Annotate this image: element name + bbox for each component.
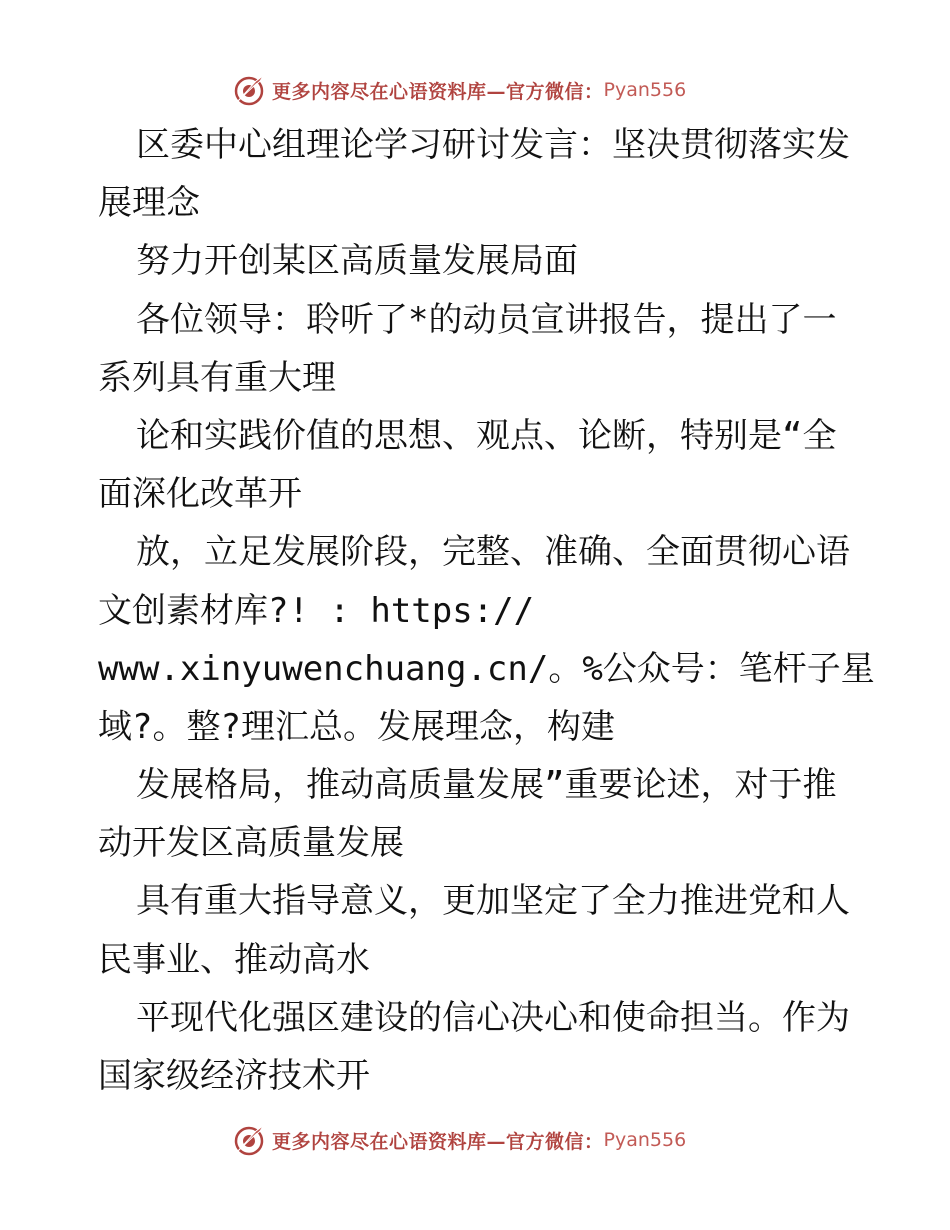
text-line: 面深化改革开	[98, 474, 302, 515]
text-line: 论和实践价值的思想、观点、论断，特别是“全	[136, 415, 837, 456]
text-line: 发展格局，推动高质量发展”重要论述，对于推	[136, 765, 837, 806]
header-banner-contact: Pyan556	[603, 79, 687, 101]
footer-banner-text: 更多内容尽在心语资料库—官方微信：	[272, 1130, 604, 1153]
text-line: 国家级经济技术开	[98, 1056, 370, 1096]
footer-banner-contact: Pyan556	[603, 1129, 687, 1151]
text-line: www.xinyuwenchuang.cn/。%公众号：笔杆子星	[98, 648, 875, 689]
red-feather-circle-logo-icon	[232, 1123, 266, 1157]
text-line: 具有重大指导意义，更加坚定了全力推进党和人	[136, 881, 850, 922]
text-line: 系列具有重大理	[98, 357, 336, 398]
footer-banner	[232, 1122, 732, 1158]
text-line: 平现代化强区建设的信心决心和使命担当。作为	[136, 997, 850, 1038]
text-line: 域?。整?理汇总。发展理念，构建	[98, 706, 615, 747]
text-line: 民事业、推动高水	[98, 939, 370, 980]
red-feather-circle-logo-icon	[232, 73, 266, 107]
text-line: 各位领导：聆听了*的动员宣讲报告，提出了一	[136, 299, 837, 340]
text-line: 文创素材库?! : https://	[98, 590, 535, 631]
header-banner-text: 更多内容尽在心语资料库—官方微信：	[272, 80, 604, 103]
text-line: 区委中心组理论学习研讨发言：坚决贯彻落实发	[136, 125, 850, 165]
text-line: 展理念	[98, 183, 200, 224]
text-line: 努力开创某区高质量发展局面	[136, 241, 578, 282]
header-banner	[232, 72, 732, 108]
text-line: 动开发区高质量发展	[98, 823, 404, 864]
document-body	[98, 116, 875, 1105]
text-line: 放，立足发展阶段，完整、准确、全面贯彻心语	[136, 532, 850, 573]
